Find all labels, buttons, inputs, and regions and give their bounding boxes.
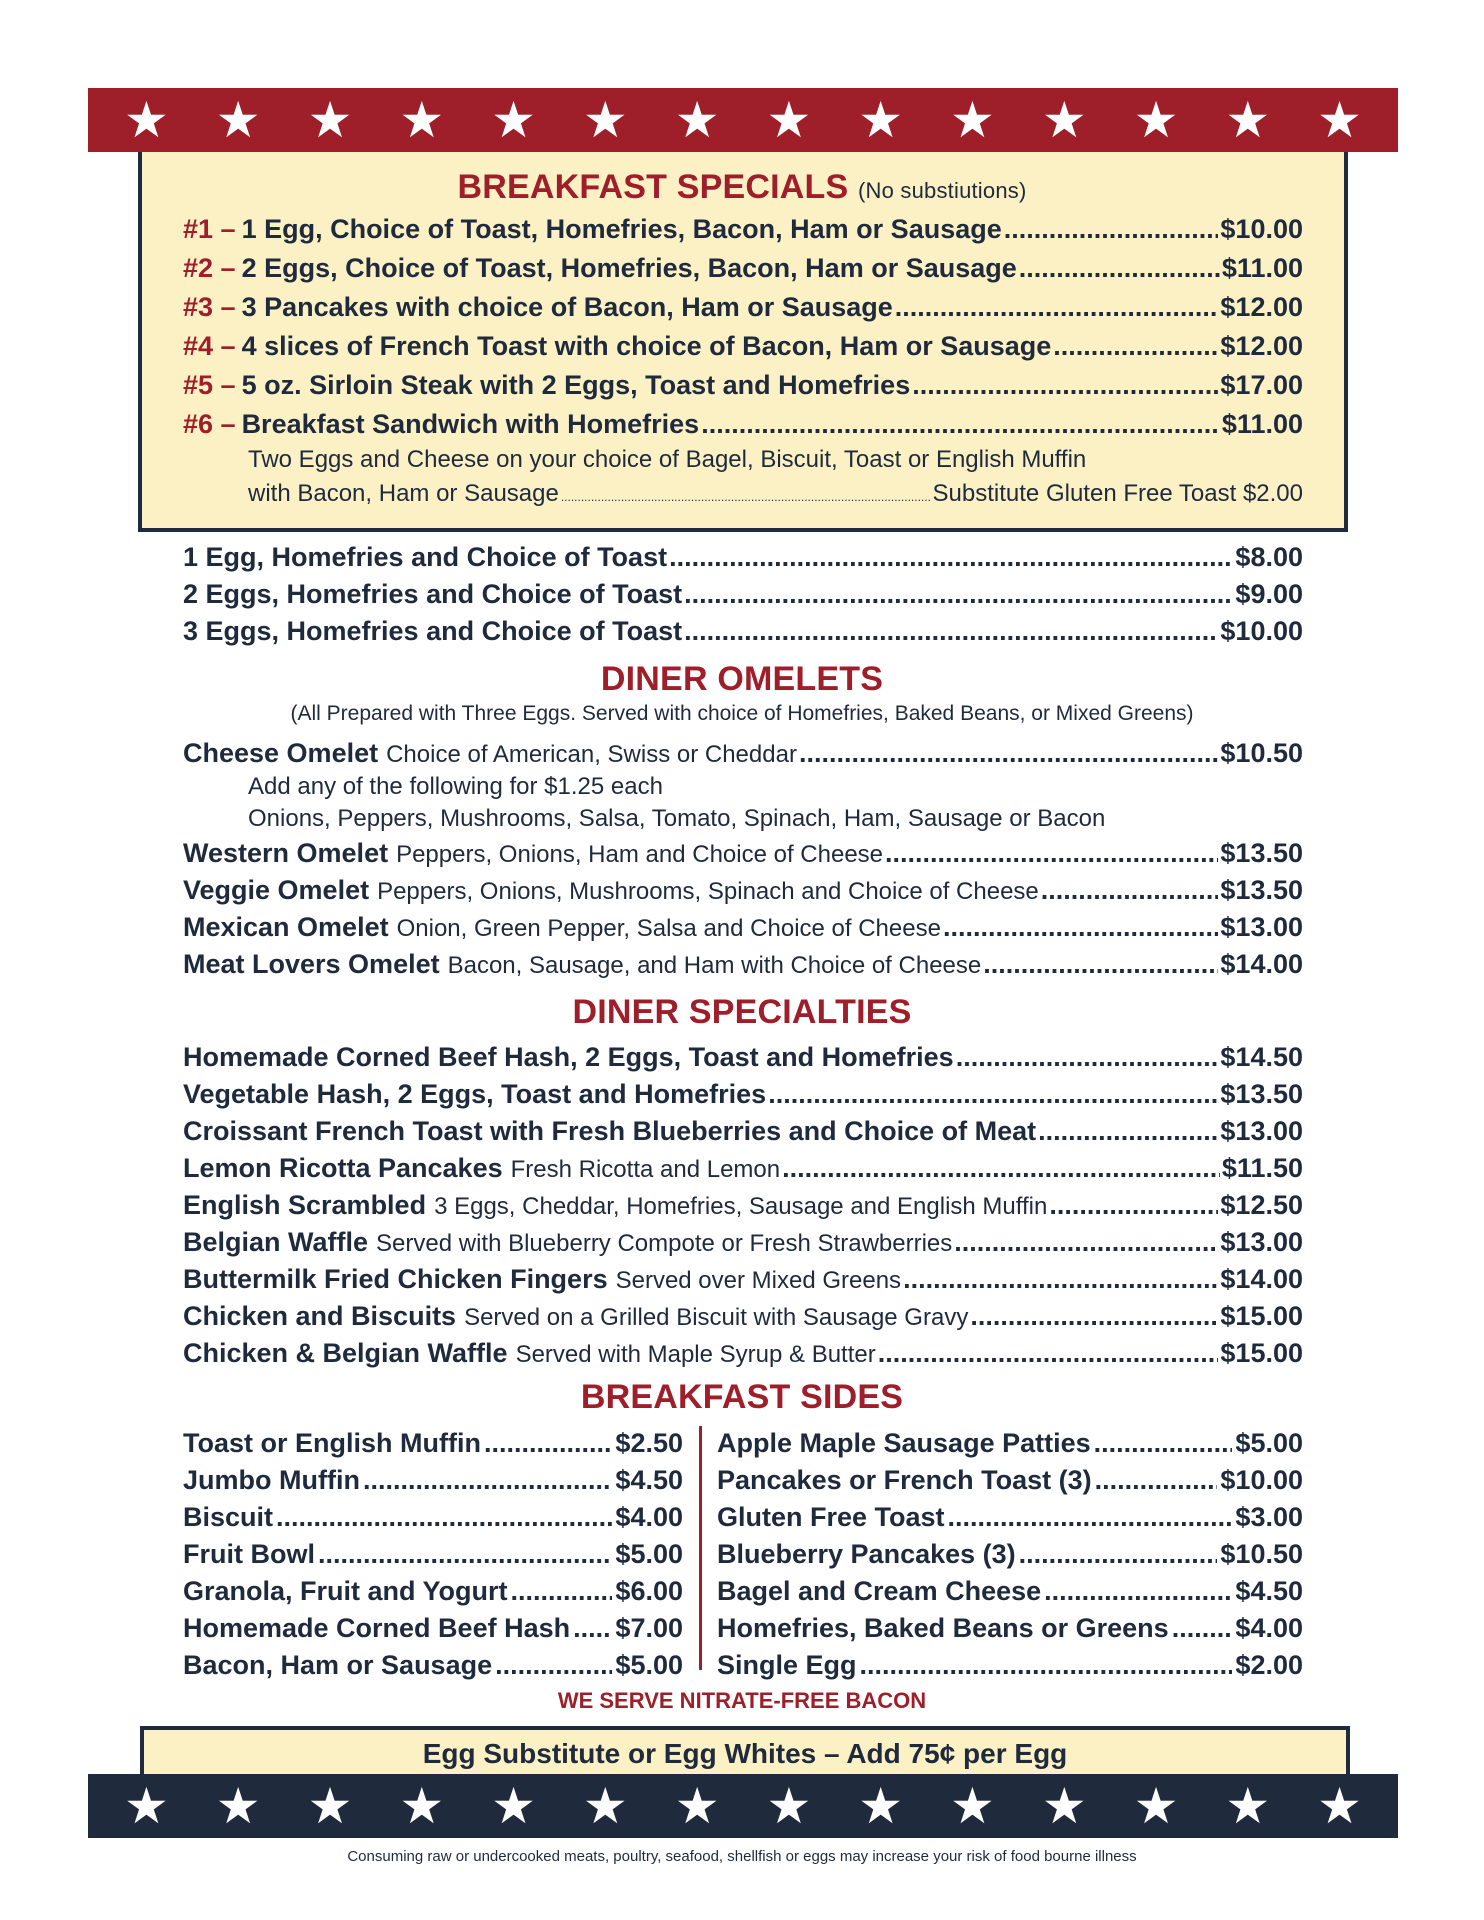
item-description: Bacon, Sausage, and Ham with Choice of Cheese [447, 952, 982, 979]
star-icon: ★ [766, 1778, 812, 1834]
item-price: $14.00 [1220, 949, 1303, 979]
item-description: Served over Mixed Greens [615, 1267, 902, 1294]
item-name: 5 oz. Sirloin Steak with 2 Eggs, Toast and Homefries [241, 370, 911, 400]
item-name: Meat Lovers Omelet [183, 949, 440, 979]
item-price: $11.50 [1221, 1153, 1303, 1183]
side-item [717, 1539, 1303, 1570]
leader-dots [983, 949, 1218, 980]
item-name: Biscuit [183, 1502, 274, 1532]
leader-dots [885, 838, 1218, 869]
star-icon: ★ [399, 1778, 445, 1834]
star-icon: ★ [1041, 92, 1087, 148]
star-icon: ★ [399, 92, 445, 148]
leader-dots [318, 1539, 612, 1570]
omelet-item [183, 838, 1303, 869]
item-price: $15.00 [1220, 1338, 1303, 1368]
leader-dots [1041, 875, 1219, 906]
item-description: Choice of American, Swiss or Cheddar [386, 741, 797, 768]
leader-dots [1004, 214, 1219, 245]
item-price: $4.50 [1235, 1576, 1303, 1606]
star-icon: ★ [307, 1778, 353, 1834]
food-safety-disclaimer: Consuming raw or undercooked meats, poultry, seafood, shellfish or eggs may increase your risk of food bourne illness [347, 1848, 1137, 1865]
side-item [183, 1428, 683, 1459]
item-price: $2.00 [1235, 1650, 1303, 1680]
item-name: Gluten Free Toast [717, 1502, 945, 1532]
item-description: Peppers, Onions, Ham and Choice of Cheese [396, 841, 884, 868]
leader-dots [669, 542, 1233, 573]
item-name: 2 Eggs, Choice of Toast, Homefries, Bacon, Ham or Sausage [241, 253, 1017, 283]
sides-title: BREAKFAST SIDES [580, 1378, 904, 1416]
item-name: Fruit Bowl [183, 1539, 315, 1569]
item-price: $6.00 [615, 1576, 683, 1606]
item-price: $17.00 [1220, 370, 1303, 400]
item-name: 3 Eggs, Homefries and Choice of Toast [183, 616, 683, 646]
egg-plate-item [183, 542, 1303, 573]
item-name: Vegetable Hash, 2 Eggs, Toast and Homefries [183, 1079, 767, 1109]
star-icon: ★ [582, 1778, 628, 1834]
side-item [717, 1428, 1303, 1459]
leader-dots [903, 1264, 1218, 1295]
omelet-addon-price: Add any of the following for $1.25 each [248, 773, 663, 800]
omelet-addon-list: Onions, Peppers, Mushrooms, Salsa, Tomato, Spinach, Ham, Sausage or Bacon [248, 805, 1106, 832]
leader-dots [860, 1650, 1233, 1681]
specialty-item [183, 1264, 1303, 1295]
star-icon: ★ [307, 92, 353, 148]
specialty-item [183, 1227, 1303, 1258]
leader-dots [276, 1502, 612, 1533]
item-price: $13.00 [1220, 1116, 1303, 1146]
leader-dots [954, 1227, 1218, 1258]
leader-dots [561, 490, 931, 504]
item-price: $2.50 [615, 1428, 683, 1458]
item-number: #6 – [183, 409, 236, 439]
star-icon: ★ [491, 92, 536, 148]
leader-dots [363, 1465, 612, 1496]
leader-dots [782, 1153, 1220, 1184]
special-item [183, 214, 1303, 245]
sandwich-description: Two Eggs and Cheese on your choice of Bagel, Biscuit, Toast or English Muffin [248, 446, 1087, 473]
leader-dots [1053, 331, 1218, 362]
leader-dots [948, 1502, 1233, 1533]
item-name: 3 Pancakes with choice of Bacon, Ham or Sausage [241, 292, 893, 322]
bottom-star-band [88, 1774, 1398, 1838]
specialties-title: DINER SPECIALTIES [572, 993, 912, 1031]
item-name: Toast or English Muffin [183, 1428, 481, 1458]
specialty-item [183, 1301, 1303, 1332]
star-icon: ★ [124, 1778, 169, 1834]
leader-dots [684, 616, 1218, 647]
item-price: $5.00 [615, 1650, 683, 1680]
item-name: Jumbo Muffin [183, 1465, 360, 1495]
item-price: $4.00 [1235, 1613, 1303, 1643]
item-price: $8.00 [1235, 542, 1303, 572]
item-name: Blueberry Pancakes (3) [717, 1539, 1016, 1569]
item-number: #1 – [183, 214, 236, 244]
omelets-title: DINER OMELETS [600, 660, 884, 698]
side-item [717, 1650, 1303, 1681]
item-name: Buttermilk Fried Chicken Fingers [183, 1264, 608, 1294]
side-item [183, 1502, 683, 1533]
no-substitutions-note: (No substiutions) [858, 178, 1027, 203]
item-price: $5.00 [615, 1539, 683, 1569]
side-item [717, 1465, 1303, 1496]
item-name: Belgian Waffle [183, 1227, 369, 1257]
item-name: Single Egg [717, 1650, 857, 1680]
leader-dots [799, 738, 1218, 769]
specialty-item [183, 1042, 1303, 1073]
special-item [183, 370, 1303, 401]
item-name: Homefries, Baked Beans or Greens [717, 1613, 1169, 1643]
item-price: $13.50 [1220, 1079, 1303, 1109]
leader-dots [912, 370, 1218, 401]
star-icon: ★ [1225, 1778, 1271, 1834]
leader-dots [495, 1650, 612, 1681]
item-description: Peppers, Onions, Mushrooms, Spinach and Choice of Cheese [377, 878, 1039, 905]
item-name: Veggie Omelet [183, 875, 370, 905]
item-number: #2 – [183, 253, 236, 283]
side-item [717, 1613, 1303, 1644]
star-icon: ★ [674, 92, 720, 148]
specialty-item [183, 1116, 1303, 1147]
leader-dots [970, 1301, 1218, 1332]
leader-dots [1038, 1116, 1218, 1147]
item-number: #4 – [183, 331, 236, 361]
star-icon: ★ [1317, 1778, 1362, 1834]
item-price: $14.50 [1220, 1042, 1303, 1072]
leader-dots [1095, 1465, 1218, 1496]
star-icon: ★ [858, 92, 904, 148]
item-name: Chicken and Biscuits [183, 1301, 457, 1331]
leader-dots [1044, 1576, 1232, 1607]
item-number: #5 – [183, 370, 236, 400]
item-name: Bagel and Cream Cheese [717, 1576, 1042, 1606]
sandwich-meat-choice: with Bacon, Ham or Sausage [248, 480, 559, 507]
side-item [183, 1465, 683, 1496]
omelet-item [183, 738, 1303, 769]
omelet-item [183, 875, 1303, 906]
egg-plate-item [183, 579, 1303, 610]
leader-dots [1172, 1613, 1233, 1644]
item-price: $5.00 [1235, 1428, 1303, 1458]
item-price: $13.50 [1220, 838, 1303, 868]
item-price: $13.00 [1220, 912, 1303, 942]
breakfast-specials-title [0, 168, 1484, 207]
specialty-item [183, 1190, 1303, 1221]
item-number: #3 – [183, 292, 236, 322]
leader-dots [1019, 1539, 1218, 1570]
star-icon: ★ [950, 1778, 995, 1834]
side-item [183, 1539, 683, 1570]
item-price: $4.00 [615, 1502, 683, 1532]
leader-dots [684, 579, 1233, 610]
item-description: Served on a Grilled Biscuit with Sausage Gravy [464, 1304, 969, 1331]
item-price: $10.00 [1220, 214, 1303, 244]
side-item [717, 1502, 1303, 1533]
item-name: Apple Maple Sausage Patties [717, 1428, 1091, 1458]
special-item [183, 253, 1303, 284]
item-price: $13.00 [1220, 1227, 1303, 1257]
item-price: $7.00 [615, 1613, 683, 1643]
item-name: Granola, Fruit and Yogurt [183, 1576, 508, 1606]
star-icon: ★ [124, 92, 169, 148]
leader-dots [943, 912, 1218, 943]
item-description: Served with Maple Syrup & Butter [515, 1341, 876, 1368]
item-price: $12.00 [1220, 292, 1303, 322]
egg-plate-item [183, 616, 1303, 647]
item-name: Croissant French Toast with Fresh Blueberries and Choice of Meat [183, 1116, 1037, 1146]
sandwich-options [248, 480, 1303, 508]
star-icon: ★ [674, 1778, 720, 1834]
item-price: $10.00 [1220, 1465, 1303, 1495]
star-icon: ★ [1225, 92, 1271, 148]
item-description: 3 Eggs, Cheddar, Homefries, Sausage and English Muffin [434, 1193, 1048, 1220]
omelet-item [183, 912, 1303, 943]
item-name: Mexican Omelet [183, 912, 389, 942]
section-title-text: BREAKFAST SPECIALS [457, 168, 849, 206]
specialty-item [183, 1079, 1303, 1110]
star-icon: ★ [1317, 92, 1362, 148]
leader-dots [956, 1042, 1219, 1073]
leader-dots [573, 1613, 612, 1644]
item-price: $10.50 [1220, 1539, 1303, 1569]
star-icon: ★ [215, 1778, 261, 1834]
leader-dots [895, 292, 1219, 323]
gluten-free-note: Substitute Gluten Free Toast $2.00 [932, 480, 1303, 507]
item-name: Bacon, Ham or Sausage [183, 1650, 493, 1680]
item-price: $12.50 [1220, 1190, 1303, 1220]
item-name: 1 Egg, Homefries and Choice of Toast [183, 542, 668, 572]
item-price: $14.00 [1220, 1264, 1303, 1294]
item-price: $10.50 [1220, 738, 1303, 768]
item-name: Pancakes or French Toast (3) [717, 1465, 1092, 1495]
top-star-band [88, 88, 1398, 152]
item-price: $3.00 [1235, 1502, 1303, 1532]
side-item [183, 1613, 683, 1644]
item-name: Cheese Omelet [183, 738, 379, 768]
item-price: $11.00 [1221, 409, 1303, 439]
star-icon: ★ [1133, 1778, 1179, 1834]
item-description: Fresh Ricotta and Lemon [510, 1156, 781, 1183]
item-price: $11.00 [1221, 253, 1303, 283]
specialty-item [183, 1338, 1303, 1369]
omelet-item [183, 949, 1303, 980]
leader-dots [878, 1338, 1219, 1369]
special-item [183, 331, 1303, 362]
item-name: 1 Egg, Choice of Toast, Homefries, Bacon, Ham or Sausage [241, 214, 1002, 244]
special-item [183, 409, 1303, 440]
item-name: 4 slices of French Toast with choice of Bacon, Ham or Sausage [241, 331, 1052, 361]
leader-dots [768, 1079, 1218, 1110]
special-item [183, 292, 1303, 323]
star-icon: ★ [582, 92, 628, 148]
side-item [717, 1576, 1303, 1607]
nitrate-free-note: WE SERVE NITRATE-FREE BACON [557, 1688, 927, 1713]
leader-dots [511, 1576, 613, 1607]
item-price: $12.00 [1220, 331, 1303, 361]
star-icon: ★ [1041, 1778, 1087, 1834]
star-icon: ★ [491, 1778, 536, 1834]
leader-dots [484, 1428, 612, 1459]
specialty-item [183, 1153, 1303, 1184]
item-description: Onion, Green Pepper, Salsa and Choice of Cheese [396, 915, 941, 942]
item-name: Chicken & Belgian Waffle [183, 1338, 508, 1368]
star-icon: ★ [215, 92, 261, 148]
item-name: Homemade Corned Beef Hash [183, 1613, 571, 1643]
item-name: Breakfast Sandwich with Homefries [241, 409, 700, 439]
item-price: $10.00 [1220, 616, 1303, 646]
item-price: $9.00 [1235, 579, 1303, 609]
item-price: $15.00 [1220, 1301, 1303, 1331]
item-name: Homemade Corned Beef Hash, 2 Eggs, Toast and Homefries [183, 1042, 954, 1072]
item-name: 2 Eggs, Homefries and Choice of Toast [183, 579, 683, 609]
side-item [183, 1576, 683, 1607]
item-name: Lemon Ricotta Pancakes [183, 1153, 503, 1183]
star-icon: ★ [858, 1778, 904, 1834]
omelets-subtitle: (All Prepared with Three Eggs. Served with choice of Homefries, Baked Beans, or Mixed Greens) [290, 702, 1194, 725]
item-price: $4.50 [615, 1465, 683, 1495]
leader-dots [701, 409, 1220, 440]
side-item [183, 1650, 683, 1681]
leader-dots [1049, 1190, 1218, 1221]
egg-substitute-banner: Egg Substitute or Egg Whites – Add 75¢ per Egg [140, 1726, 1350, 1776]
star-icon: ★ [766, 92, 812, 148]
item-description: Served with Blueberry Compote or Fresh Strawberries [376, 1230, 953, 1257]
item-price: $13.50 [1220, 875, 1303, 905]
leader-dots [1019, 253, 1220, 284]
sides-column-divider [699, 1426, 702, 1670]
star-icon: ★ [1133, 92, 1179, 148]
item-name: Western Omelet [183, 838, 389, 868]
star-icon: ★ [950, 92, 995, 148]
leader-dots [1094, 1428, 1233, 1459]
item-name: English Scrambled [183, 1190, 427, 1220]
